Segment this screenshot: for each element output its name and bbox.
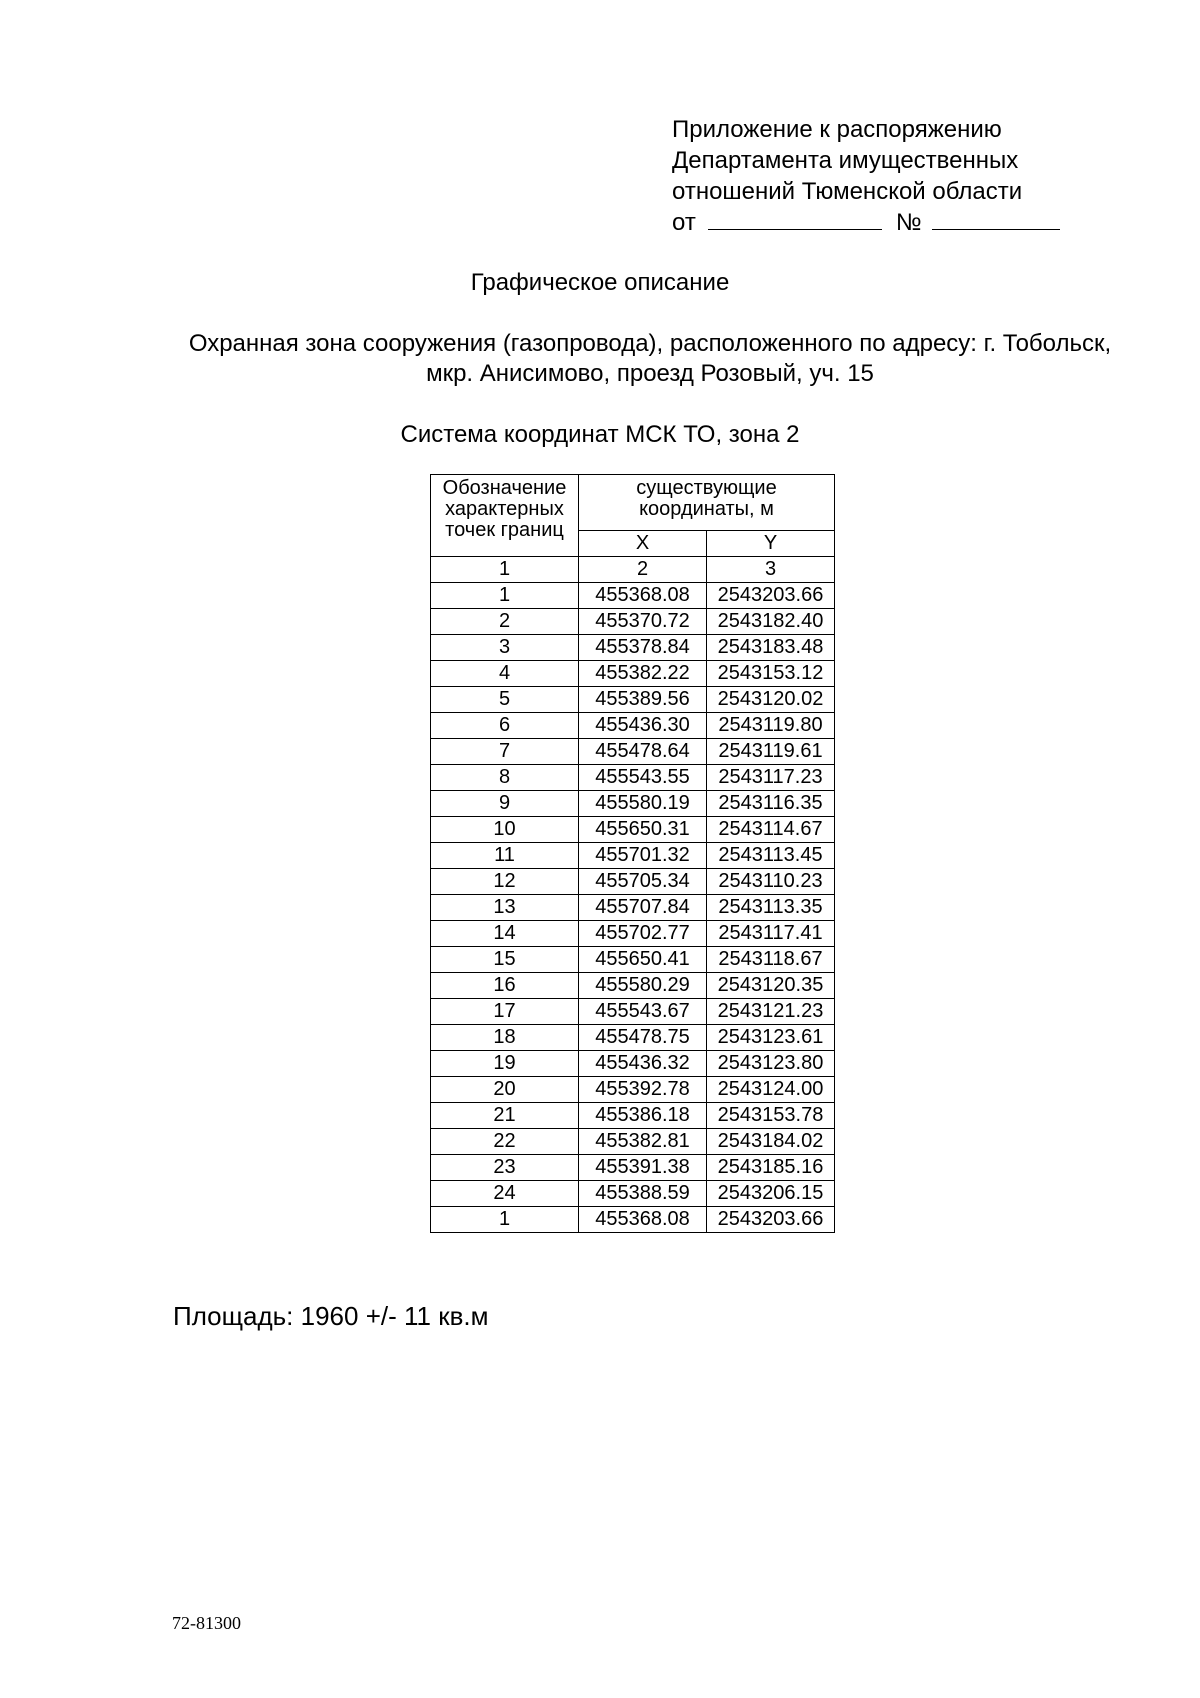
y-cell: 2543114.67 (707, 817, 835, 843)
point-cell: 16 (431, 973, 579, 999)
point-cell: 21 (431, 1103, 579, 1129)
table-row (431, 687, 835, 713)
point-cell: 7 (431, 739, 579, 765)
document-code: 72-81300 (172, 1613, 241, 1633)
y-cell: 2543183.48 (707, 635, 835, 661)
x-cell: 455382.22 (579, 661, 707, 687)
table-row (431, 765, 835, 791)
table-row (431, 583, 835, 609)
area-text: Площадь: 1960 +/- 11 кв.м (173, 1301, 489, 1331)
point-cell: 10 (431, 817, 579, 843)
y-cell: 2543203.66 (707, 1207, 835, 1233)
table-row (431, 947, 835, 973)
x-cell: 455705.34 (579, 869, 707, 895)
point-cell: 5 (431, 687, 579, 713)
y-cell: 2543119.80 (707, 713, 835, 739)
point-cell: 1 (431, 1207, 579, 1233)
x-cell: 455378.84 (579, 635, 707, 661)
x-cell: 455392.78 (579, 1077, 707, 1103)
table-row (431, 1025, 835, 1051)
date-blank (708, 209, 882, 230)
y-cell: 2543206.15 (707, 1181, 835, 1207)
x-cell: 455370.72 (579, 609, 707, 635)
point-cell: 6 (431, 713, 579, 739)
table-row (431, 973, 835, 999)
y-cell: 2543116.35 (707, 791, 835, 817)
appendix-line-1: Приложение к распоряжению (672, 116, 1002, 143)
table-row (431, 869, 835, 895)
appendix-line-3: отношений Тюменской области (672, 178, 1023, 205)
table-row (431, 609, 835, 635)
y-cell: 2543184.02 (707, 1129, 835, 1155)
point-cell: 18 (431, 1025, 579, 1051)
y-cell: 2543123.61 (707, 1025, 835, 1051)
number-blank (932, 209, 1060, 230)
y-cell: 2543121.23 (707, 999, 835, 1025)
y-cell: 2543113.35 (707, 895, 835, 921)
y-cell: 2543123.80 (707, 1051, 835, 1077)
point-cell: 19 (431, 1051, 579, 1077)
point-cell: 3 (431, 635, 579, 661)
column-number-3: 3 (707, 557, 835, 583)
table-row (431, 1207, 835, 1233)
y-cell: 2543185.16 (707, 1155, 835, 1181)
column-number-2: 2 (579, 557, 707, 583)
y-cell: 2543118.67 (707, 947, 835, 973)
point-cell: 1 (431, 583, 579, 609)
appendix-date-number-line (672, 207, 1060, 238)
x-cell: 455386.18 (579, 1103, 707, 1129)
x-cell: 455389.56 (579, 687, 707, 713)
header-y: Y (707, 531, 835, 557)
table-row (431, 1103, 835, 1129)
x-cell: 455707.84 (579, 895, 707, 921)
column-number-1: 1 (431, 557, 579, 583)
x-cell: 455436.30 (579, 713, 707, 739)
table-row (431, 791, 835, 817)
x-cell: 455543.55 (579, 765, 707, 791)
x-cell: 455580.29 (579, 973, 707, 999)
x-cell: 455650.31 (579, 817, 707, 843)
x-cell: 455388.59 (579, 1181, 707, 1207)
table-row (431, 1155, 835, 1181)
point-cell: 11 (431, 843, 579, 869)
y-cell: 2543117.23 (707, 765, 835, 791)
point-cell: 2 (431, 609, 579, 635)
point-cell: 14 (431, 921, 579, 947)
y-cell: 2543153.78 (707, 1103, 835, 1129)
table-row (431, 1051, 835, 1077)
y-cell: 2543119.61 (707, 739, 835, 765)
point-cell: 8 (431, 765, 579, 791)
from-label: от (672, 209, 696, 236)
header-point-designation: Обозначение характерных точек границ (431, 475, 579, 557)
point-cell: 22 (431, 1129, 579, 1155)
y-cell: 2543124.00 (707, 1077, 835, 1103)
x-cell: 455580.19 (579, 791, 707, 817)
object-description: Охранная зона сооружения (газопровода), расположенного по адресу: г. Тобольск, мкр. Анисимово, проезд Розовый, уч. 15 (188, 330, 1112, 387)
table-row (431, 999, 835, 1025)
coordinates-table-body (431, 583, 835, 1233)
number-label: № (895, 209, 922, 236)
table-row (431, 817, 835, 843)
appendix-header (672, 114, 1060, 238)
point-cell: 23 (431, 1155, 579, 1181)
y-cell: 2543120.02 (707, 687, 835, 713)
table-row (431, 713, 835, 739)
y-cell: 2543120.35 (707, 973, 835, 999)
table-row (431, 739, 835, 765)
table-row (431, 895, 835, 921)
y-cell: 2543110.23 (707, 869, 835, 895)
y-cell: 2543117.41 (707, 921, 835, 947)
point-cell: 4 (431, 661, 579, 687)
x-cell: 455701.32 (579, 843, 707, 869)
table-row (431, 661, 835, 687)
x-cell: 455368.08 (579, 1207, 707, 1233)
y-cell: 2543203.66 (707, 583, 835, 609)
table-row (431, 635, 835, 661)
coordinate-system: Система координат МСК ТО, зона 2 (400, 421, 800, 448)
y-cell: 2543182.40 (707, 609, 835, 635)
point-cell: 9 (431, 791, 579, 817)
x-cell: 455436.32 (579, 1051, 707, 1077)
coordinates-table (430, 474, 835, 1233)
header-existing-coordinates: существующие координаты, м (579, 475, 835, 531)
point-cell: 13 (431, 895, 579, 921)
table-row (431, 1181, 835, 1207)
point-cell: 15 (431, 947, 579, 973)
x-cell: 455478.64 (579, 739, 707, 765)
header-x: X (579, 531, 707, 557)
x-cell: 455368.08 (579, 583, 707, 609)
y-cell: 2543153.12 (707, 661, 835, 687)
point-cell: 12 (431, 869, 579, 895)
table-row (431, 843, 835, 869)
y-cell: 2543113.45 (707, 843, 835, 869)
point-cell: 24 (431, 1181, 579, 1207)
point-cell: 17 (431, 999, 579, 1025)
x-cell: 455702.77 (579, 921, 707, 947)
table-row (431, 1129, 835, 1155)
x-cell: 455650.41 (579, 947, 707, 973)
table-row (431, 921, 835, 947)
x-cell: 455543.67 (579, 999, 707, 1025)
x-cell: 455391.38 (579, 1155, 707, 1181)
appendix-line-2: Департамента имущественных (672, 147, 1019, 174)
point-cell: 20 (431, 1077, 579, 1103)
x-cell: 455478.75 (579, 1025, 707, 1051)
x-cell: 455382.81 (579, 1129, 707, 1155)
document-title: Графическое описание (470, 269, 730, 296)
table-row (431, 1077, 835, 1103)
